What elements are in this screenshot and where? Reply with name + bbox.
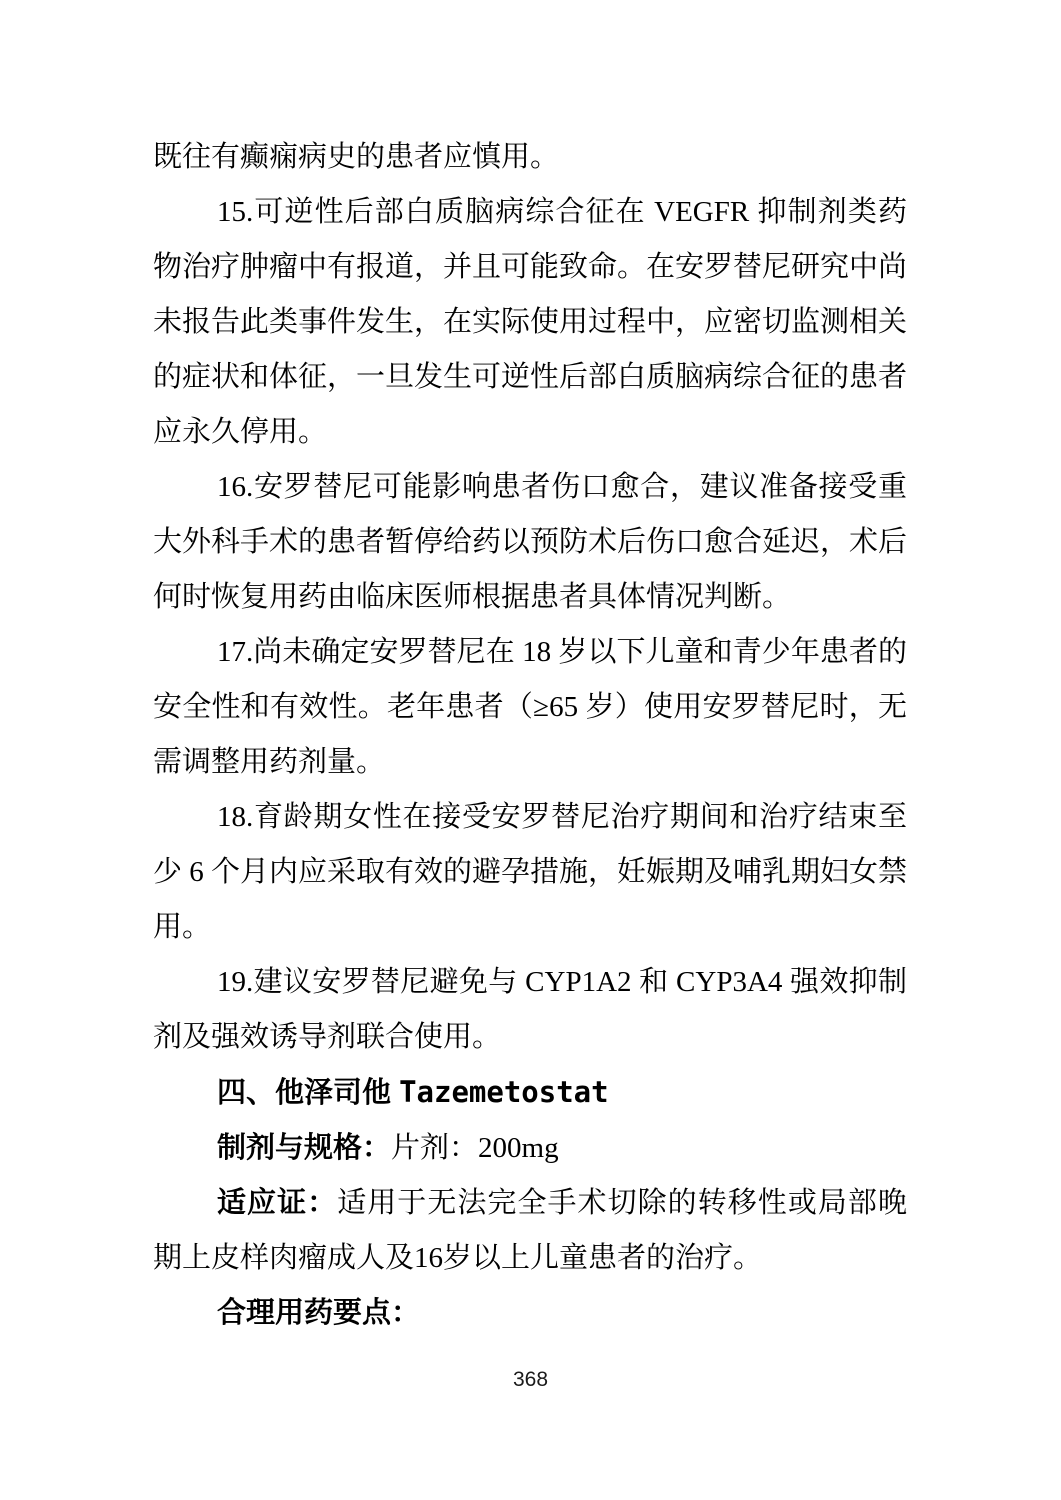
field-indication-label: 适应证： [217,1187,338,1219]
field-formulation-spec-value: 片剂：200mg [391,1132,559,1164]
section-heading-latin: Tazemetostat [399,1075,609,1109]
paragraph-point-17: 17.尚未确定安罗替尼在 18 岁以下儿童和青少年患者的安全性和有效性。老年患者（≥65 岁）使用安罗替尼时，无需调整用药剂量。 [153,636,907,778]
paragraph-point-19: 19.建议安罗替尼避免与 CYP1A2 和 CYP3A4 强效抑制剂及强效诱导剂联合使用。 [153,966,907,1053]
section-heading-chinese: 四、他泽司他 [217,1077,400,1109]
paragraph-point-18: 18.育龄期女性在接受安罗替尼治疗期间和治疗结束至少 6 个月内应采取有效的避孕措施，妊娠期及哺乳期妇女禁用。 [153,801,908,943]
document-body [153,130,907,1341]
page-number: 368 [512,1368,549,1391]
paragraph-continuation: 既往有癫痫病史的患者应慎用。 [153,141,560,173]
field-indication-value: 适用于无法完全手术切除的转移性或局部晚期上皮样肉瘤成人及16岁以上儿童患者的治疗。 [153,1187,907,1274]
field-formulation-spec [153,1121,907,1176]
paragraph-point-15: 15.可逆性后部白质脑病综合征在 VEGFR 抑制剂类药物治疗肿瘤中有报道，并且可能致命。在安罗替尼研究中尚未报告此类事件发生，在实际使用过程中，应密切监测相关的症状和体征，一旦发生可逆性后部白质脑病综合征的患者应永久停用。 [153,196,908,448]
paragraph-point-16: 16.安罗替尼可能影响患者伤口愈合，建议准备接受重大外科手术的患者暂停给药以预防术后伤口愈合延迟，术后何时恢复用药由临床医师根据患者具体情况判断。 [153,471,908,613]
field-indication [153,1176,907,1286]
field-rational-use-heading [153,1286,907,1341]
section-heading-tazemetostat [153,1065,907,1121]
field-rational-use-label: 合理用药要点： [217,1297,421,1329]
field-formulation-spec-label: 制剂与规格： [217,1132,392,1164]
